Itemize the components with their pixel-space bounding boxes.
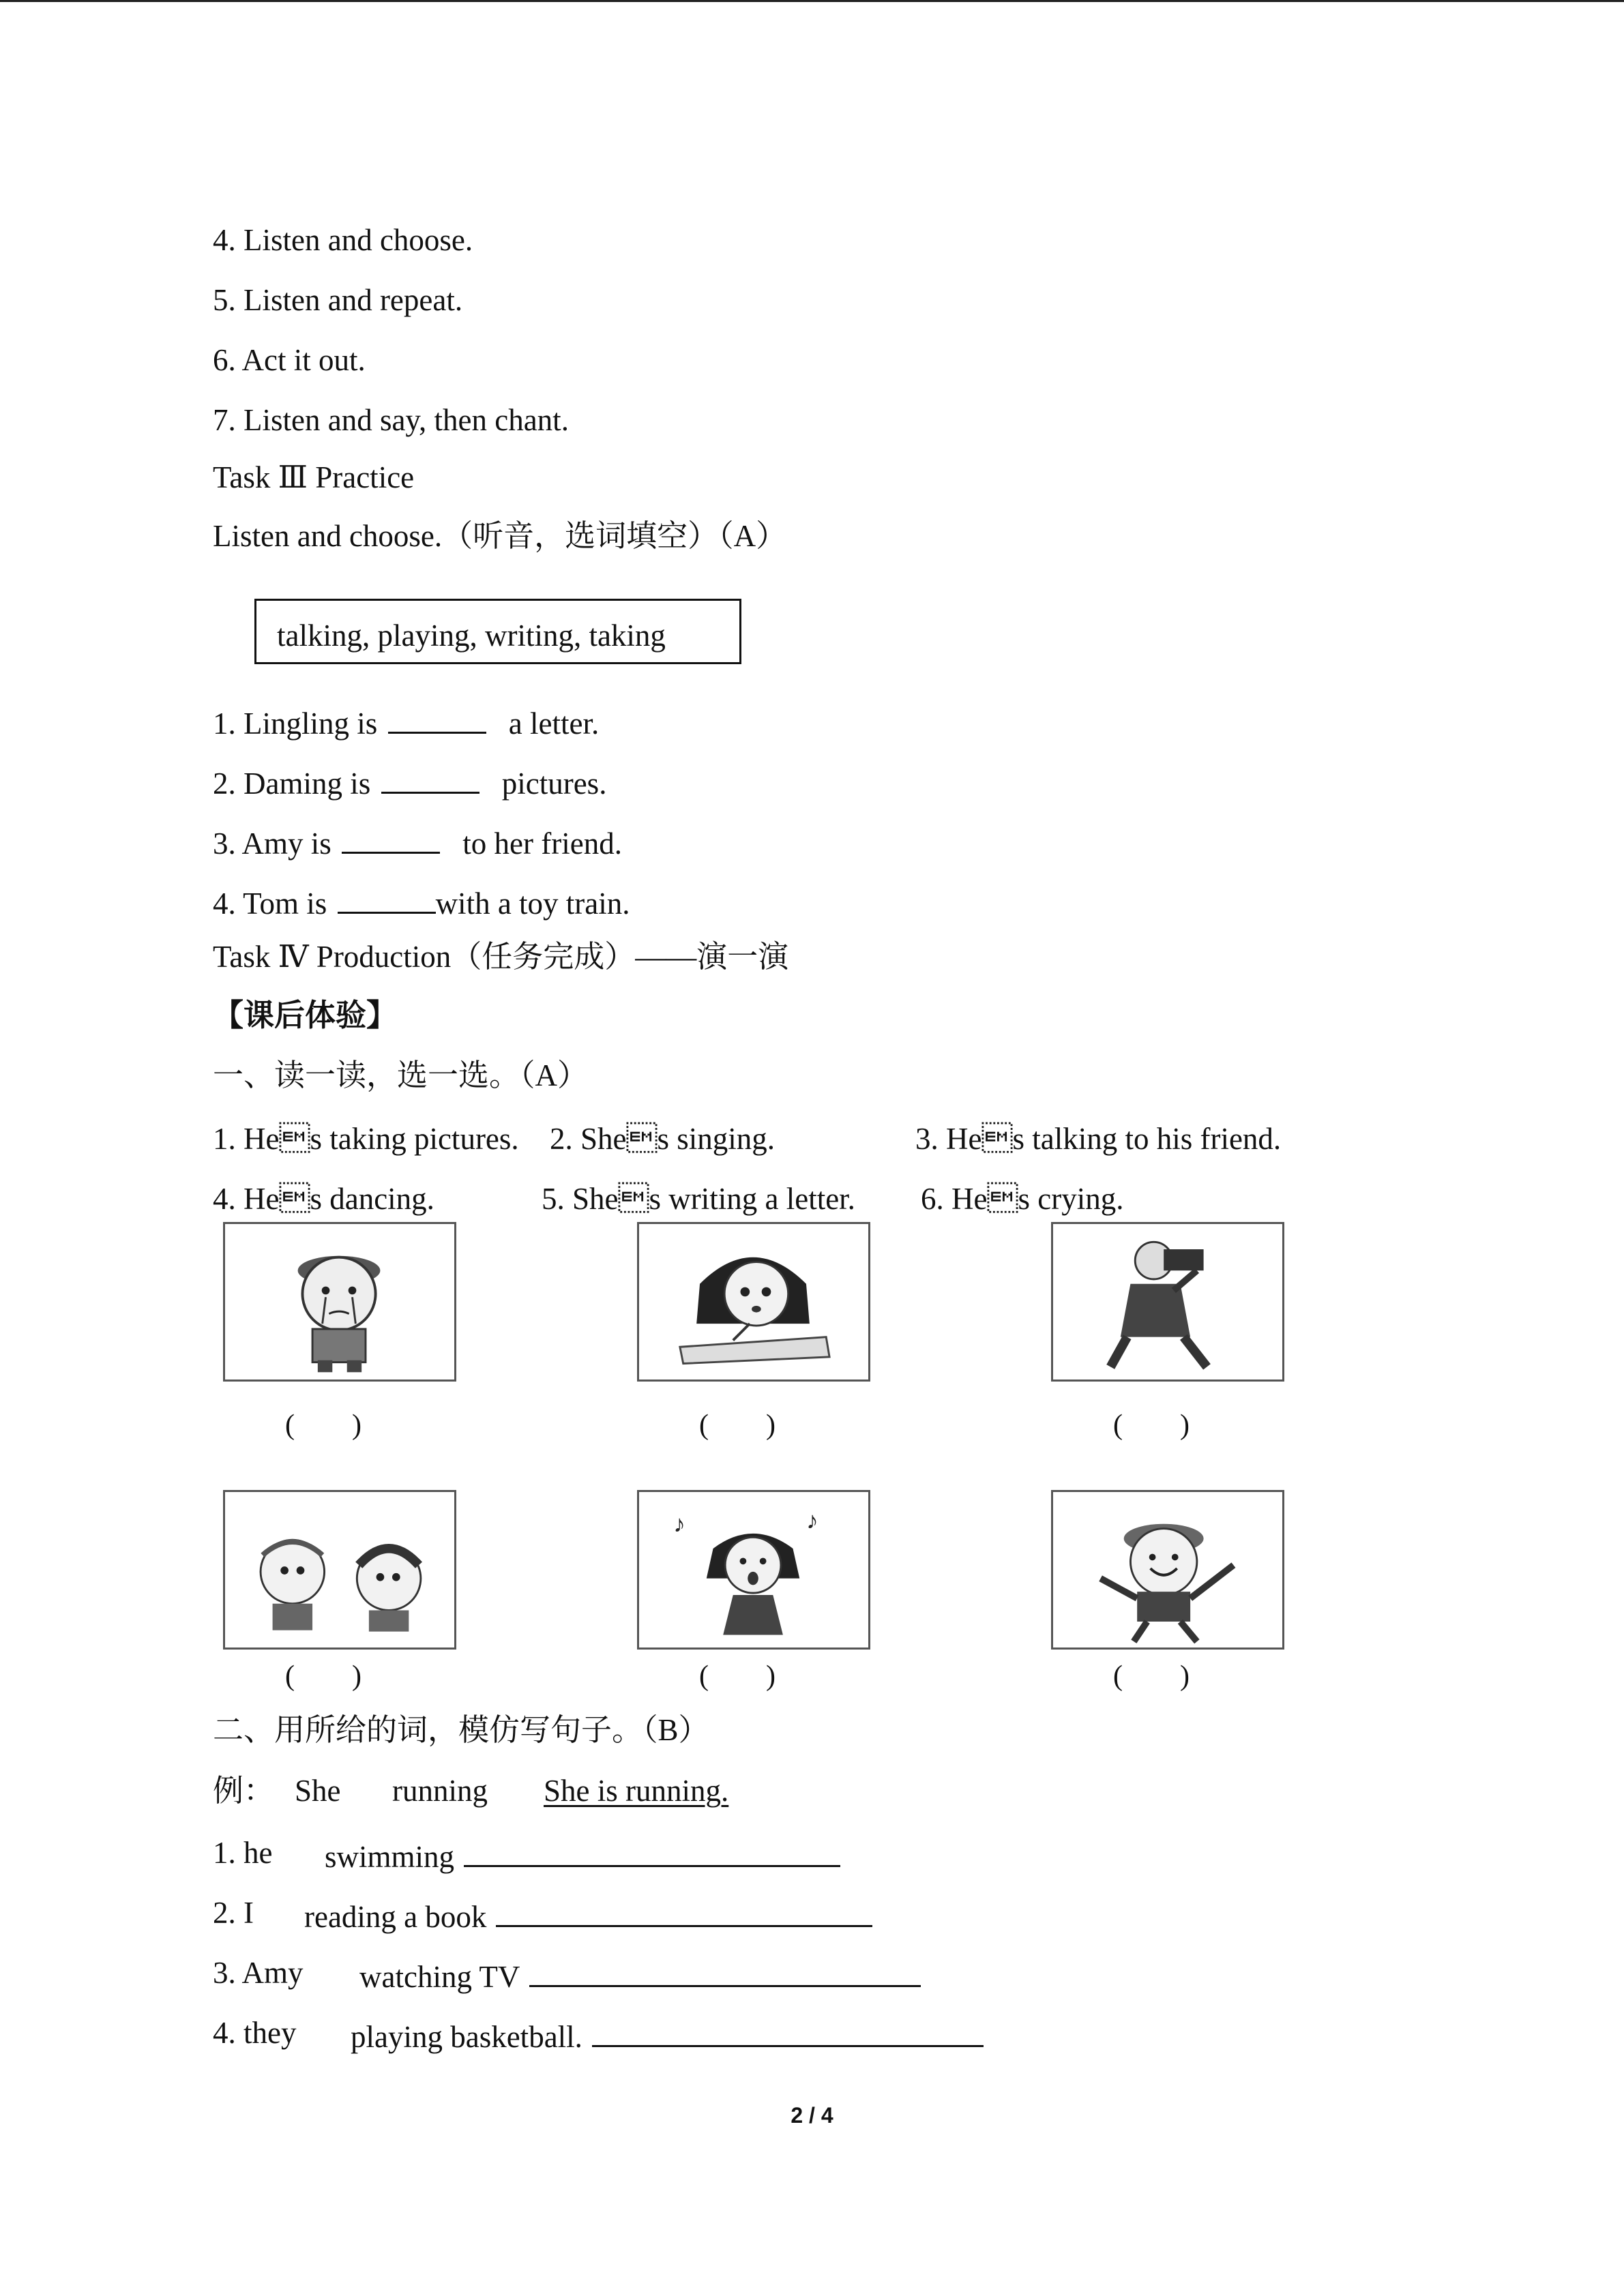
task4-title: Task Ⅳ Production（任务完成）——演一演 [213,940,789,974]
write-item-3-phrase: watching TV [359,1958,921,1993]
picture-6 [1051,1490,1284,1650]
crying-boy-icon [225,1224,454,1380]
example-answer: She is running. [544,1774,729,1808]
write-item-4-subject: 4. they [213,2016,297,2050]
answer-line[interactable] [592,2018,984,2047]
sentence-4: 4. Hes dancing. [213,1182,434,1216]
svg-text:♪: ♪ [673,1510,685,1538]
sentence-3: 3. Hes talking to his friend. [915,1122,1282,1156]
write-item-1-subject: 1. he [213,1836,273,1870]
write-item-3-subject: 3. Amy [213,1956,304,1990]
sentence-5: 5. Shes writing a letter. [542,1182,855,1216]
part1-title: 一、读一读，选一选。（A） [213,1058,588,1092]
write-item-4-phrase: playing basketball. [351,2018,984,2053]
answer-line[interactable] [464,1838,840,1867]
example-subject: She [295,1774,341,1808]
sentence-6: 6. Hes crying. [921,1182,1124,1216]
picture-3 [1051,1222,1284,1382]
picture-2 [637,1222,870,1382]
sentence-2: 2. Shes singing. [550,1122,776,1156]
answer-paren-2[interactable]: ( ) [699,1410,776,1441]
answer-paren-5[interactable]: ( ) [699,1660,776,1692]
write-item-2-subject: 2. I [213,1896,254,1930]
svg-text:♪: ♪ [806,1507,818,1534]
fill-item-2: 2. Daming is pictures. [213,764,606,799]
task3-title: Task Ⅲ Practice [213,460,415,494]
fill-item-1: 1. Lingling is a letter. [213,704,599,739]
answer-paren-1[interactable]: ( ) [285,1410,361,1441]
picture-1 [223,1222,456,1382]
dancing-boy-icon [1053,1492,1282,1648]
part2-title: 二、用所给的词，模仿写句子。（B） [213,1713,709,1747]
answer-paren-6[interactable]: ( ) [1113,1660,1190,1692]
step-7: 7. Listen and say, then chant. [213,403,569,437]
after-class-heading: 【课后体验】 [213,998,398,1032]
photographer-icon [1053,1224,1282,1380]
answer-line[interactable] [529,1958,921,1987]
picture-5 [637,1490,870,1650]
word-box: talking, playing, writing, taking [254,599,741,664]
answer-paren-3[interactable]: ( ) [1113,1410,1190,1441]
writing-girl-icon [639,1224,868,1380]
answer-blank[interactable] [381,764,479,794]
write-item-1-phrase: swimming [325,1838,840,1873]
step-5: 5. Listen and repeat. [213,283,463,317]
answer-blank[interactable] [338,884,436,914]
talking-boys-icon [225,1492,454,1648]
example-label: 例： [213,1774,275,1808]
example-verb: running [392,1774,488,1808]
step-4: 4. Listen and choose. [213,223,473,257]
write-item-2-phrase: reading a book [304,1898,872,1933]
page-number: 2 / 4 [791,2103,833,2128]
answer-line[interactable] [496,1898,872,1927]
singing-girl-icon [639,1492,868,1648]
fill-item-4: 4. Tom is with a toy train. [213,884,630,919]
answer-blank[interactable] [388,704,486,734]
answer-paren-4[interactable]: ( ) [285,1660,361,1692]
picture-4 [223,1490,456,1650]
top-border [0,0,1624,2]
fill-item-3: 3. Amy is to her friend. [213,824,622,859]
answer-blank[interactable] [342,824,440,854]
step-6: 6. Act it out. [213,343,366,377]
task3-instruction: Listen and choose.（听音，选词填空）（A） [213,519,787,553]
sentence-1: 1. Hes taking pictures. [213,1122,519,1156]
